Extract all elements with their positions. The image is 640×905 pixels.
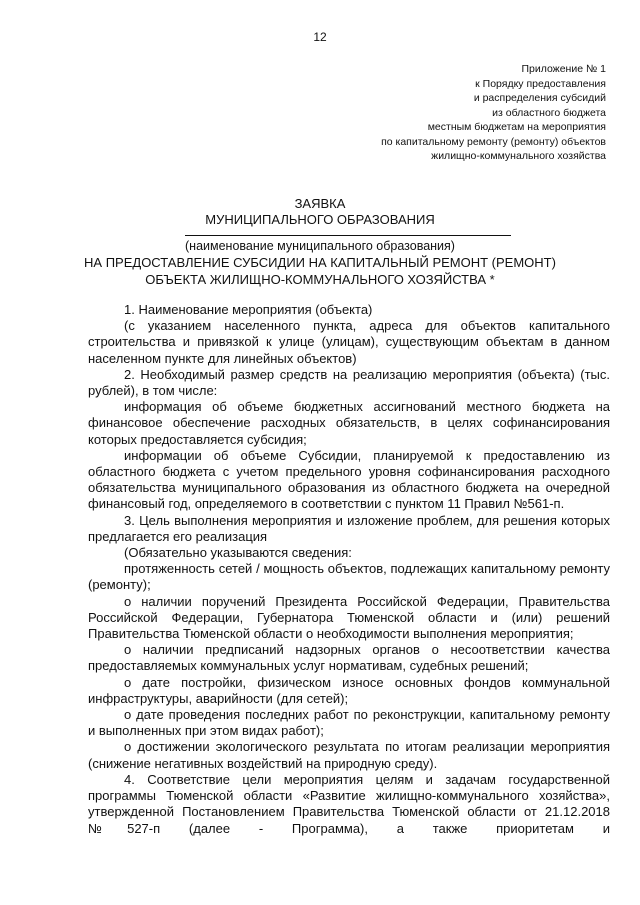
municipality-name-caption: (наименование муниципального образования) (185, 239, 455, 253)
paragraph-item-3: 3. Цель выполнения мероприятия и изложение проблем, для решения которых предлагается его реализация (88, 512, 610, 544)
appendix-header (381, 62, 606, 164)
paragraph-network-length: протяженность сетей / мощность объектов, подлежащих капитальному ремонту (ремонту); (88, 561, 610, 593)
paragraph-subsidy-info: информации об объеме Субсидии, планируемой к предоставлению из областного бюджета с учетом предельного уровня софинансирования расходного обязательства муниципального образования из областного бюджета на очередной финансовый год, определяемого в соответствии с пунктом 11 Правил №561-п. (88, 447, 610, 512)
appendix-line: по капитальному ремонту (ремонту) объектов (381, 135, 606, 148)
paragraph-ecology: о достижении экологического результата по итогам реализации мероприятия (снижение негативных воздействий на природную среду). (88, 739, 610, 771)
document-subtitle-line-1: НА ПРЕДОСТАВЛЕНИЕ СУБСИДИИ НА КАПИТАЛЬНЫЙ РЕМОНТ (РЕМОНТ) (84, 255, 556, 270)
document-title-line-2: МУНИЦИПАЛЬНОГО ОБРАЗОВАНИЯ (205, 212, 435, 227)
paragraph-instructions: о наличии поручений Президента Российской Федерации, Правительства Российской Федерации, Губернатора Тюменской области и (или) решений Правительства Тюменской области о необходимости выполнения мероприятия; (88, 593, 610, 642)
paragraph-regulations: о наличии предписаний надзорных органов о несоответствии качества предоставляемых коммунальных услуг нормативам, судебных решений; (88, 642, 610, 674)
document-title: ЗАЯВКА (294, 196, 346, 211)
appendix-line: из областного бюджета (492, 106, 606, 119)
paragraph-required-info: (Обязательно указываются сведения: (124, 545, 352, 561)
document-body (88, 302, 610, 837)
fill-in-line (185, 235, 511, 236)
appendix-line: Приложение № 1 (521, 63, 606, 75)
appendix-line: к Порядку предоставления (475, 77, 606, 90)
paragraph-item-2: 2. Необходимый размер средств на реализацию мероприятия (объекта) (тыс. рублей), в том числе: (88, 366, 610, 399)
paragraph-local-budget-info: информация об объеме бюджетных ассигнований местного бюджета на финансовое обеспечение расходных обязательств, в целях софинансирования которых предоставляется субсидия; (88, 399, 610, 447)
paragraph-item-1: 1. Наименование мероприятия (объекта) (124, 302, 373, 317)
paragraph-construction-date: о дате постройки, физическом износе основных фондов коммунальной инфраструктуры, аварийности (для сетей); (88, 674, 610, 706)
appendix-line: местным бюджетам на мероприятия (427, 121, 606, 133)
paragraph-item-4: 4. Соответствие цели мероприятия целям и задачам государственной программы Тюменской области «Развитие жилищно-коммунального хозяйства», утвержденной Постановлением Правительства Тюменской области от 21.12.2018 №527-п (далее - Программа), а также приоритетам и (88, 771, 610, 836)
paragraph-last-works: о дате проведения последних работ по реконструкции, капитальному ремонту и выполненных при этом видах работ); (88, 707, 610, 739)
document-subtitle-line-2: ОБЪЕКТА ЖИЛИЩНО-КОММУНАЛЬНОГО ХОЗЯЙСТВА * (145, 272, 495, 287)
paragraph-item-1-note: (с указанием населенного пункта, адреса для объектов капитального строительства и привязкой к улице (улицам), существующим объектам в данном населенном пункте для линейных объектов) (88, 318, 610, 366)
page-number: 12 (313, 30, 327, 44)
appendix-line: жилищно-коммунального хозяйства (431, 150, 606, 162)
appendix-line: и распределения субсидий (473, 92, 606, 104)
